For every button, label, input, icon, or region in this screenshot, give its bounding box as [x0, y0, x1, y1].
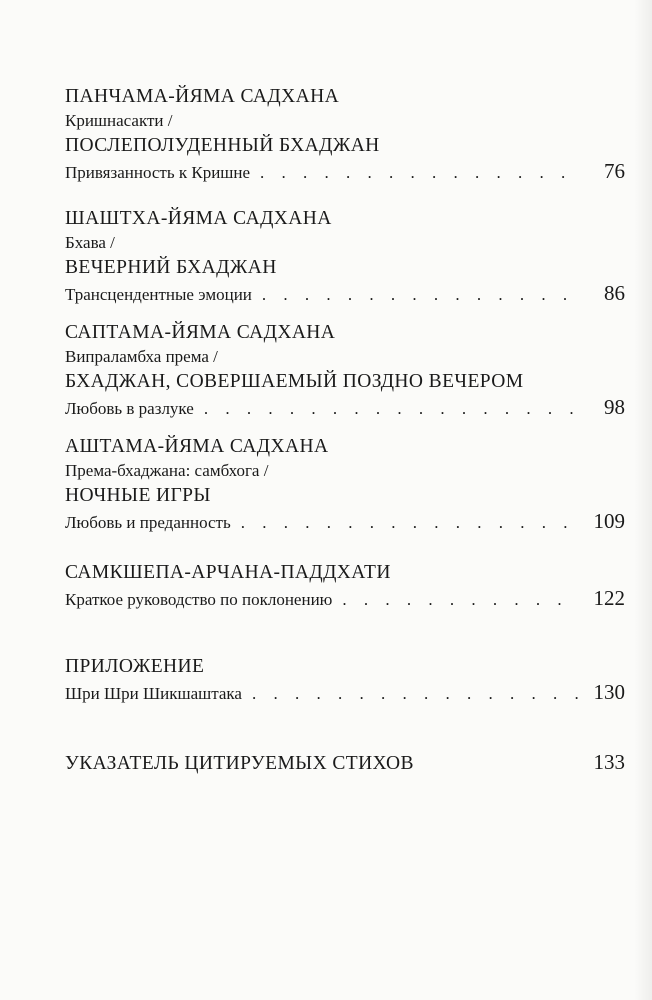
toc-section-pancham [65, 84, 625, 186]
toc-section-ashtama [65, 434, 625, 536]
section-subtitle: Бхава / [65, 233, 115, 252]
section-subtitle: Према-бхаджана: самбхога / [65, 461, 269, 480]
section-heading: УКАЗАТЕЛЬ ЦИТИРУЕМЫХ СТИХОВ [65, 753, 414, 774]
dot-leader [204, 396, 579, 422]
section-heading: ШАШТХА-ЙЯМА САДХАНА [65, 208, 332, 229]
toc-entry[interactable] [65, 679, 625, 707]
toc-entry[interactable] [65, 280, 625, 308]
toc-entry-title: Краткое руководство по поклонению [65, 590, 333, 609]
section-heading-secondary: ВЕЧЕРНИЙ БХАДЖАН [65, 257, 277, 278]
dot-leader [260, 160, 579, 186]
page-number: 76 [604, 159, 625, 183]
page-number: 130 [593, 680, 625, 704]
section-heading: ПАНЧАМА-ЙЯМА САДХАНА [65, 86, 340, 107]
section-heading-secondary: БХАДЖАН, СОВЕРШАЕМЫЙ ПОЗДНО ВЕЧЕРОМ [65, 371, 524, 392]
page-edge-shadow [634, 0, 652, 1000]
toc-section-appendix [65, 654, 625, 707]
page-number: 98 [604, 395, 625, 419]
page-number: 122 [593, 586, 625, 610]
section-subtitle: Кришнасакти / [65, 111, 173, 130]
toc-entry-title: Трансцендентные эмоции [65, 285, 252, 304]
page-number: 86 [604, 281, 625, 305]
toc-entry[interactable] [65, 508, 625, 536]
section-heading: ПРИЛОЖЕНИЕ [65, 656, 205, 677]
toc-section-shashtha [65, 206, 625, 308]
section-heading: САМКШЕПА-АРЧАНА-ПАДДХАТИ [65, 562, 391, 583]
dot-leader [252, 681, 579, 707]
page-number: 109 [593, 509, 625, 533]
toc-entry[interactable] [65, 158, 625, 186]
page-number: 133 [593, 750, 625, 774]
toc-entry[interactable] [65, 394, 625, 422]
section-heading-secondary: ПОСЛЕПОЛУДЕННЫЙ БХАДЖАН [65, 135, 380, 156]
dot-leader [342, 587, 579, 613]
toc-entry[interactable] [65, 585, 625, 613]
toc-section-samkshepa [65, 560, 625, 613]
dot-leader [262, 282, 579, 308]
dot-leader [241, 510, 579, 536]
section-heading: САПТАМА-ЙЯМА САДХАНА [65, 322, 336, 343]
toc-entry-title: Шри Шри Шикшаштака [65, 684, 242, 703]
toc-entry-title: Любовь и преданность [65, 513, 231, 532]
toc-section-verse-index [65, 750, 625, 775]
section-subtitle: Випраламбха према / [65, 347, 218, 366]
section-heading-secondary: НОЧНЫЕ ИГРЫ [65, 485, 211, 506]
toc-entry-title: Любовь в разлуке [65, 399, 194, 418]
section-heading: АШТАМА-ЙЯМА САДХАНА [65, 436, 329, 457]
toc-entry-title: Привязанность к Кришне [65, 163, 251, 182]
toc-section-saptama [65, 320, 625, 422]
toc-entry[interactable] [65, 750, 625, 775]
